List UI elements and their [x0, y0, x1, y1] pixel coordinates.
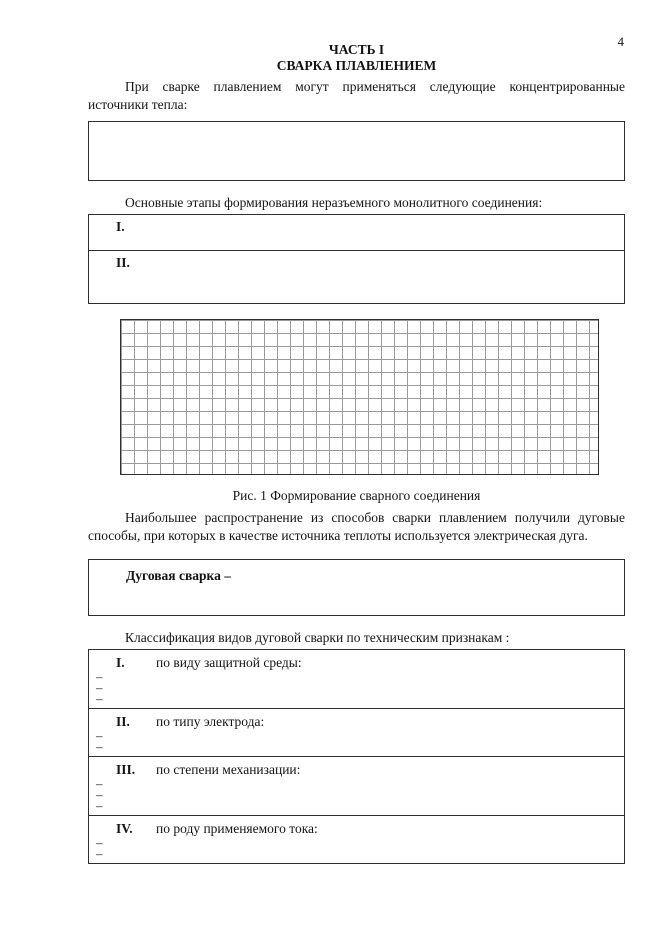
classification-item-head: [89, 820, 624, 837]
stages-label: Основные этапы формирования неразъемного монолитного соединения:: [125, 195, 543, 210]
classification-item: [89, 815, 624, 863]
figure-caption: Рис. 1 Формирование сварного соединения: [232, 488, 481, 503]
classification-item: [89, 650, 624, 708]
intro-paragraph: При сварке плавлением могут применяться следующие концентрированные источники тепла:: [88, 79, 625, 112]
blank-dash: –: [96, 787, 103, 802]
classification-item: [89, 756, 624, 815]
classification-numeral: I.: [116, 655, 125, 670]
classification-criterion: по степени механизации:: [156, 762, 301, 777]
classification-item-head: [89, 654, 624, 671]
stage-row: [89, 251, 624, 303]
arc-paragraph: Наибольшее распространение из способов сварки плавлением получили дуговые способы, при которых в качестве источника теплоты используется электрическая дуга.: [88, 510, 625, 543]
stage-row: [89, 215, 624, 251]
page-content: [88, 0, 625, 864]
stage-numeral: II.: [116, 255, 130, 270]
heat-sources-answer-box: [88, 121, 625, 181]
classification-numeral: II.: [116, 714, 130, 729]
definition-answer-box: [88, 559, 625, 616]
classification-box: [88, 649, 625, 864]
chapter-title: СВАРКА ПЛАВЛЕНИЕМ: [276, 58, 437, 73]
classification-criterion: по типу электрода:: [156, 714, 265, 729]
stage-numeral: I.: [116, 219, 125, 234]
definition-term: Дуговая сварка –: [126, 568, 231, 583]
page-number: 4: [617, 34, 624, 49]
classification-item-head: [89, 761, 624, 778]
blank-dash: –: [96, 739, 103, 754]
blank-dash: –: [96, 728, 103, 743]
classification-criterion: по роду применяемого тока:: [156, 821, 318, 836]
classification-label: Классификация видов дуговой сварки по техническим признакам :: [125, 630, 510, 645]
classification-criterion: по виду защитной среды:: [156, 655, 302, 670]
part-title: ЧАСТЬ I: [328, 42, 385, 57]
blank-dash: –: [96, 798, 103, 813]
classification-item: [89, 708, 624, 756]
classification-item-head: [89, 713, 624, 730]
blank-dash: –: [96, 846, 103, 861]
figure-grid-paper: [120, 319, 599, 475]
stages-answer-box: [88, 214, 625, 304]
classification-numeral: IV.: [116, 821, 133, 836]
blank-dash: –: [96, 691, 103, 706]
blank-dash: –: [96, 776, 103, 791]
blank-dash: –: [96, 680, 103, 695]
classification-numeral: III.: [116, 762, 136, 777]
blank-dash: –: [96, 669, 103, 684]
blank-dash: –: [96, 835, 103, 850]
